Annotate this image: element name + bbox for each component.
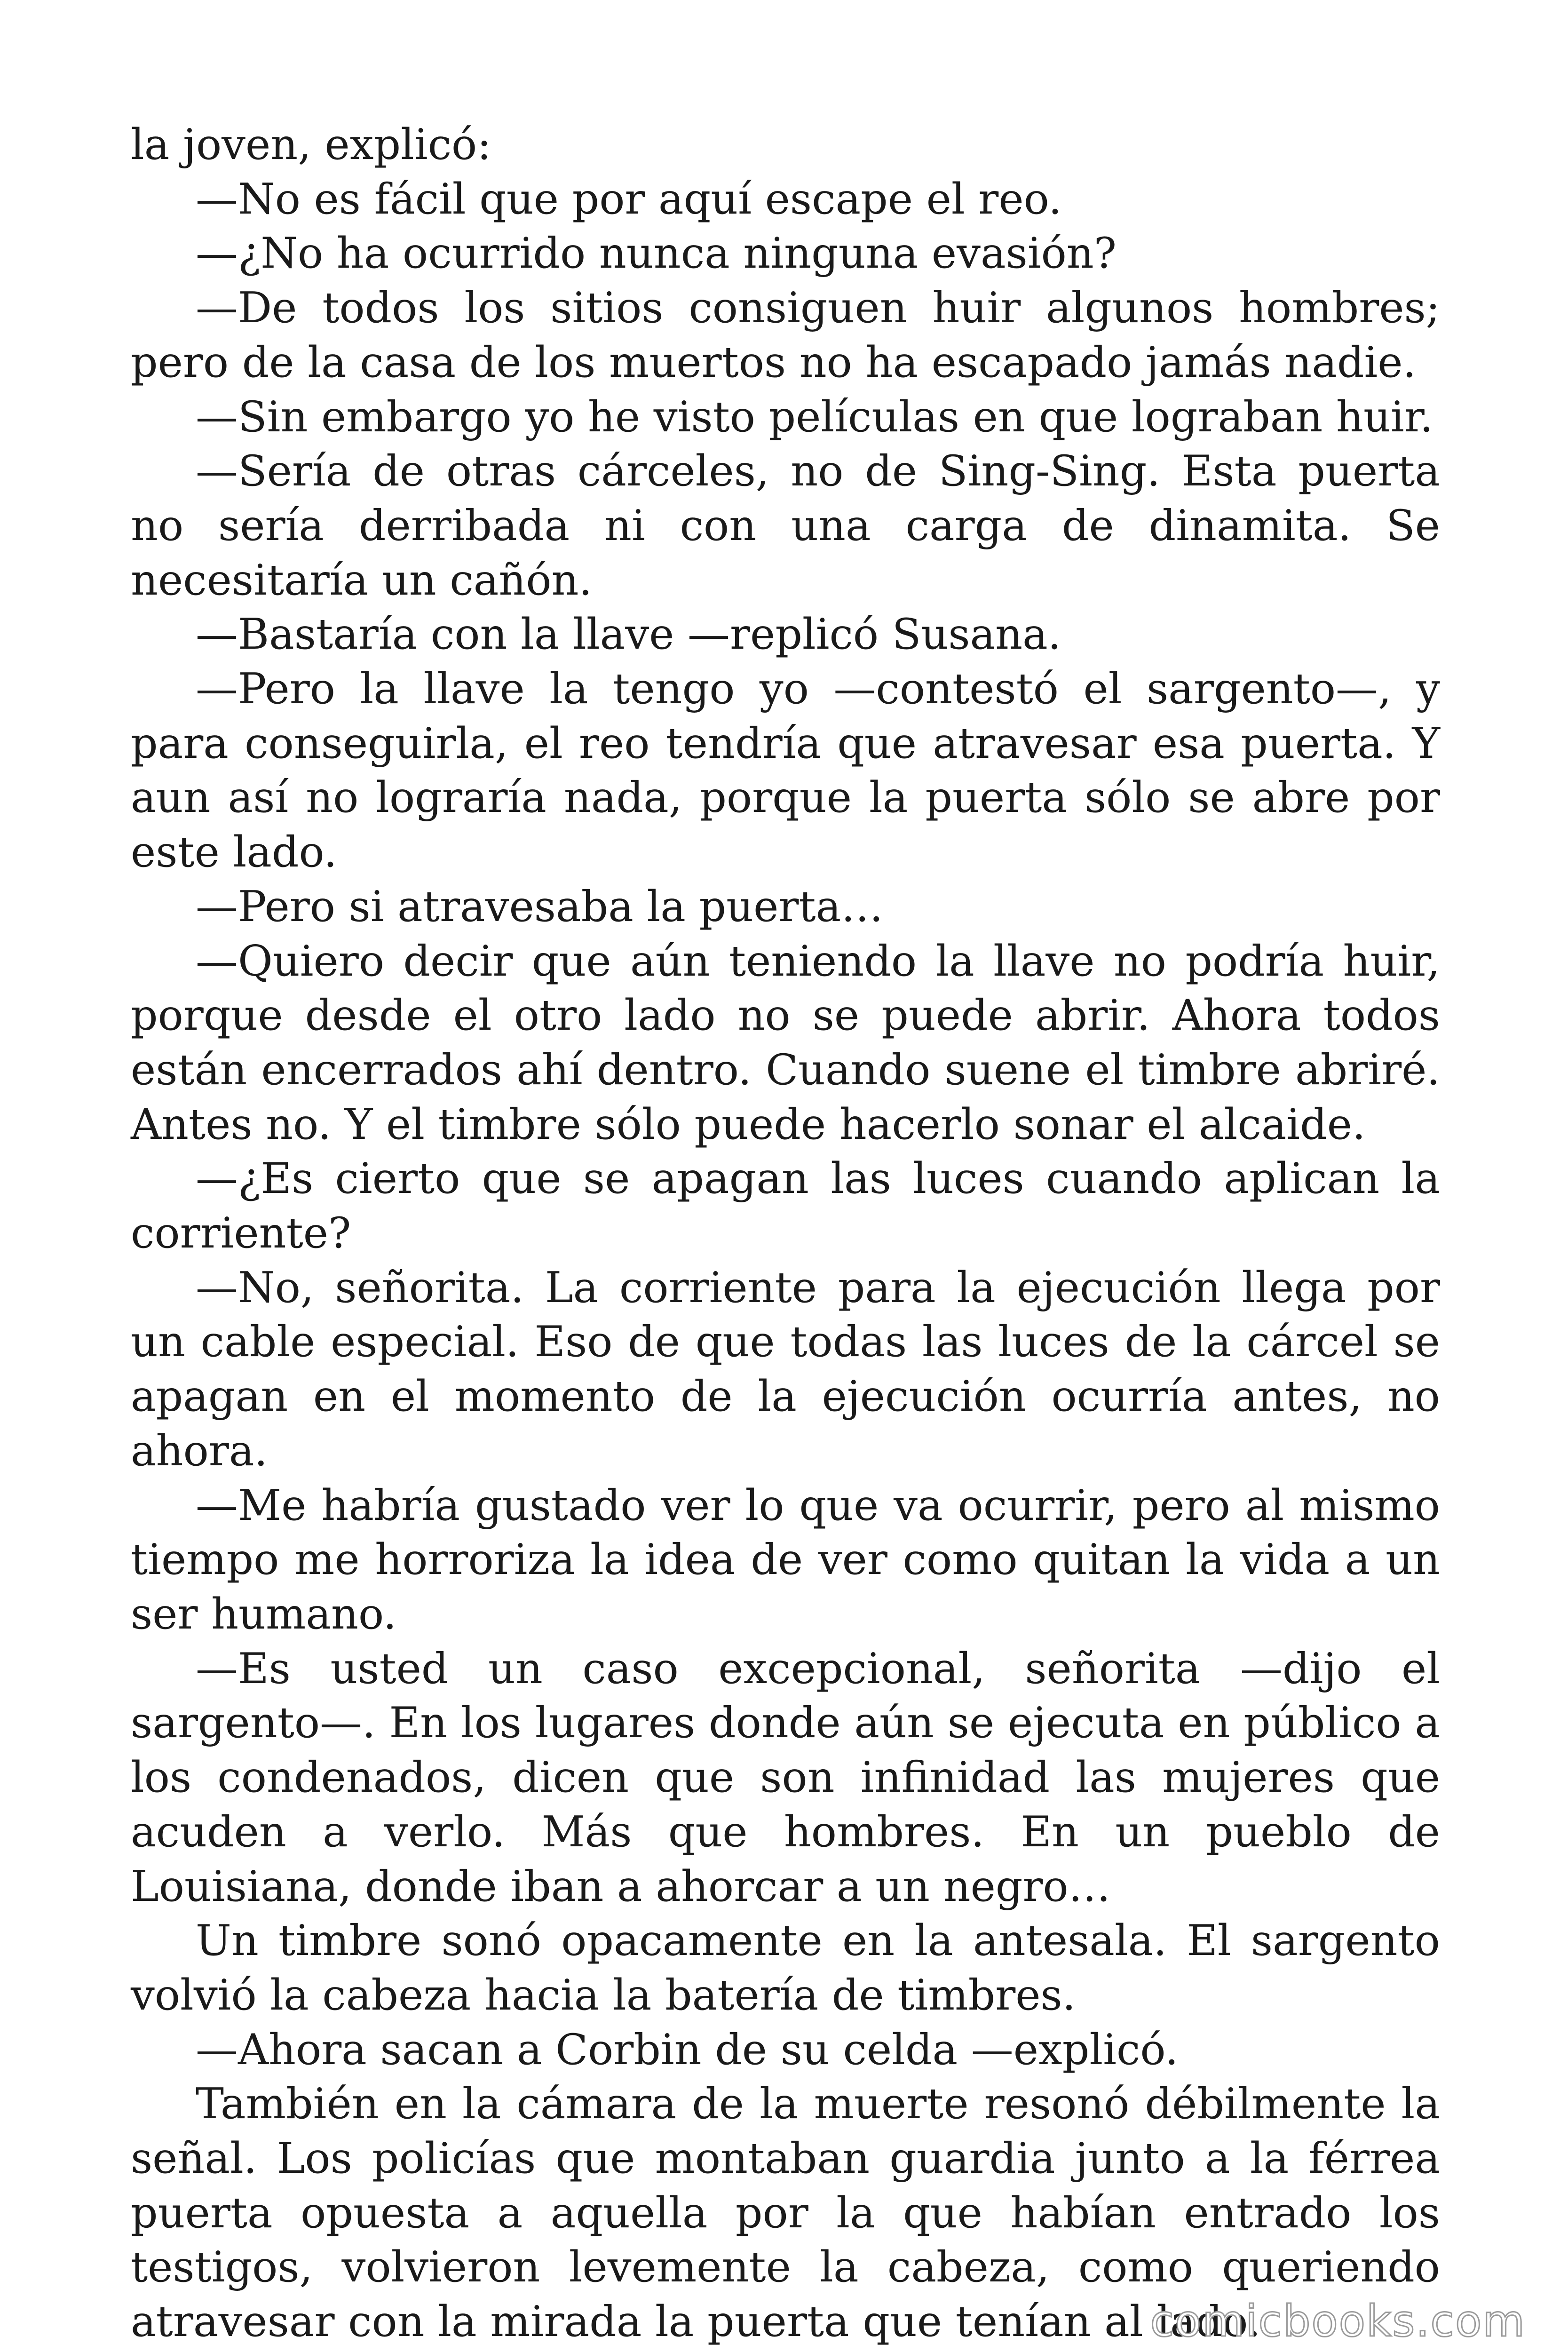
paragraph-10: —Quiero decir que aún teniendo la llave no podría huir, porque desde el otro lado no se puede abrir. Ahora todos están encerrados ahí dentro. Cuando suene el timbre abriré. Antes no. Y el timbre sólo puede hacerlo sonar el alcaide. <box>131 936 1440 1149</box>
paragraph-7: —Bastaría con la llave —replicó Susana. <box>196 610 1061 660</box>
paragraph-9: —Pero si atravesaba la puerta… <box>196 882 884 931</box>
paragraph-6: —Sería de otras cárceles, no de Sing-Sing. Esta puerta no sería derribada ni con una carga de dinamita. Se necesitaría un cañón. <box>131 446 1440 605</box>
paragraph-2: —No es fácil que por aquí escape el reo. <box>196 174 1062 224</box>
paragraph-16: —Ahora sacan a Corbin de su celda —explicó. <box>196 2025 1179 2074</box>
paragraph-1: la joven, explicó: <box>131 120 491 169</box>
paragraph-12: —No, señorita. La corriente para la ejecución llega por un cable especial. Eso de que todas las luces de la cárcel se apagan en el momento de la ejecución ocurría antes, no ahora. <box>131 1263 1440 1476</box>
paragraph-14: —Es usted un caso excepcional, señorita —dijo el sargento—. En los lugares donde aún se ejecuta en público a los condenados, dicen que son infinidad las mujeres que acuden a verlo. Más que hombres. En un pueblo de Louisiana, donde iban a ahorcar a un negro… <box>131 1644 1440 1911</box>
paragraph-18 <box>131 2349 1440 2352</box>
paragraph-4: —De todos los sitios consiguen huir algunos hombres; pero de la casa de los muertos no ha escapado jamás nadie. <box>131 283 1440 387</box>
paragraph-15: Un timbre sonó opacamente en la antesala. El sargento volvió la cabeza hacia la batería de timbres. <box>131 1916 1440 2020</box>
watermark-text: comicbooks.com <box>1150 2296 1526 2346</box>
paragraph-11: —¿Es cierto que se apagan las luces cuando aplican la corriente? <box>131 1154 1440 1258</box>
page-text <box>131 118 1440 2352</box>
paragraph-3: —¿No ha ocurrido nunca ninguna evasión? <box>196 229 1117 278</box>
paragraph-5: —Sin embargo yo he visto películas en que lograban huir. <box>196 392 1433 442</box>
paragraph-8: —Pero la llave la tengo yo —contestó el sargento—, y para conseguirla, el reo tendría que atravesar esa puerta. Y aun así no lograría nada, porque la puerta sólo se abre por este lado. <box>131 664 1440 877</box>
paragraph-13: —Me habría gustado ver lo que va ocurrir, pero al mismo tiempo me horroriza la idea de ver como quitan la vida a un ser humano. <box>131 1480 1440 1639</box>
paragraph-17: También en la cámara de la muerte resonó débilmente la señal. Los policías que montaban guardia junto a la férrea puerta opuesta a aquella por la que habían entrado los testigos, volvieron levemente la cabeza, como queriendo atravesar con la mirada la puerta que tenían al lado. <box>131 2079 1440 2347</box>
